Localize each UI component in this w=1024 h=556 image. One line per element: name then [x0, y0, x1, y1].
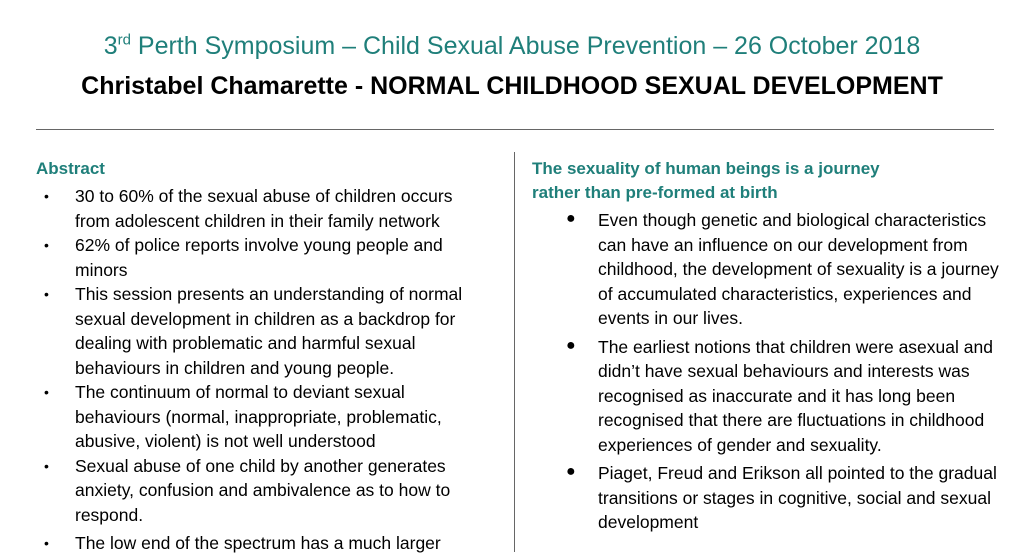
list-item: [36, 233, 486, 282]
list-item-text: 62% of police reports involve young people and minors: [75, 235, 443, 280]
list-item-text: The low end of the spectrum has a much larger: [75, 533, 441, 553]
abstract-heading: Abstract: [36, 159, 105, 178]
section-heading-line: rather than pre-formed at birth: [532, 183, 778, 202]
list-item-text: 30 to 60% of the sexual abuse of children occurs from adolescent children in their family network: [75, 186, 453, 231]
title-text: Perth Symposium – Child Sexual Abuse Prevention – 26 October 2018: [130, 32, 921, 60]
column-divider: [514, 152, 515, 552]
list-item-text: Even though genetic and biological characteristics can have an influence on our development from childhood, the development of sexuality is a journey of accumulated characteristics, experiences and events in our lives.: [598, 210, 999, 328]
document-subtitle: Christabel Chamarette - NORMAL CHILDHOOD SEXUAL DEVELOPMENT: [81, 72, 943, 100]
list-item: [560, 335, 1000, 458]
title-ordinal-suffix: rd: [117, 31, 131, 49]
bullet-icon: •: [44, 237, 49, 253]
list-item: [36, 531, 486, 556]
list-item-text: Piaget, Freud and Erikson all pointed to the gradual transitions or stages in cognitive, social and sexual development: [598, 463, 997, 532]
bullet-icon: •: [44, 457, 49, 474]
bullet-icon: •: [44, 384, 49, 400]
list-item-text: The earliest notions that children were asexual and didn’t have sexual behaviours and interests was recognised as inaccurate and it has long been recognised that there are fluctuations in childhood experiences of gender and sexuality.: [598, 336, 993, 455]
list-item: [36, 454, 486, 528]
section-heading-line: The sexuality of human beings is a journey: [532, 159, 880, 178]
bullet-icon: •: [44, 535, 49, 551]
list-item: [560, 461, 1000, 535]
bullet-icon: •: [44, 188, 49, 204]
bullet-icon: ●: [566, 463, 576, 480]
document-title: [0, 32, 1024, 61]
abstract-list: [36, 184, 486, 556]
list-item-text: The continuum of normal to deviant sexual behaviours (normal, inappropriate, problematic, abusive, violent) is not well understood: [75, 382, 442, 451]
list-item: [36, 184, 486, 233]
list-item: [36, 380, 486, 454]
horizontal-rule: [36, 129, 994, 130]
list-item-text: Sexual abuse of one child by another generates anxiety, confusion and ambivalence as to how to respond.: [75, 455, 451, 525]
list-item: [560, 208, 1000, 331]
bullet-icon: ●: [566, 210, 576, 227]
bullet-icon: •: [44, 286, 49, 302]
list-item: [36, 282, 486, 380]
sexuality-journey-list: [560, 208, 1000, 539]
title-number: 3: [103, 32, 118, 60]
section-heading: [532, 157, 880, 205]
list-item-text: This session presents an understanding of normal sexual development in children as a backdrop for dealing with problematic and harmful sexual behaviours in children and young people.: [75, 284, 463, 378]
bullet-icon: ●: [566, 336, 576, 354]
